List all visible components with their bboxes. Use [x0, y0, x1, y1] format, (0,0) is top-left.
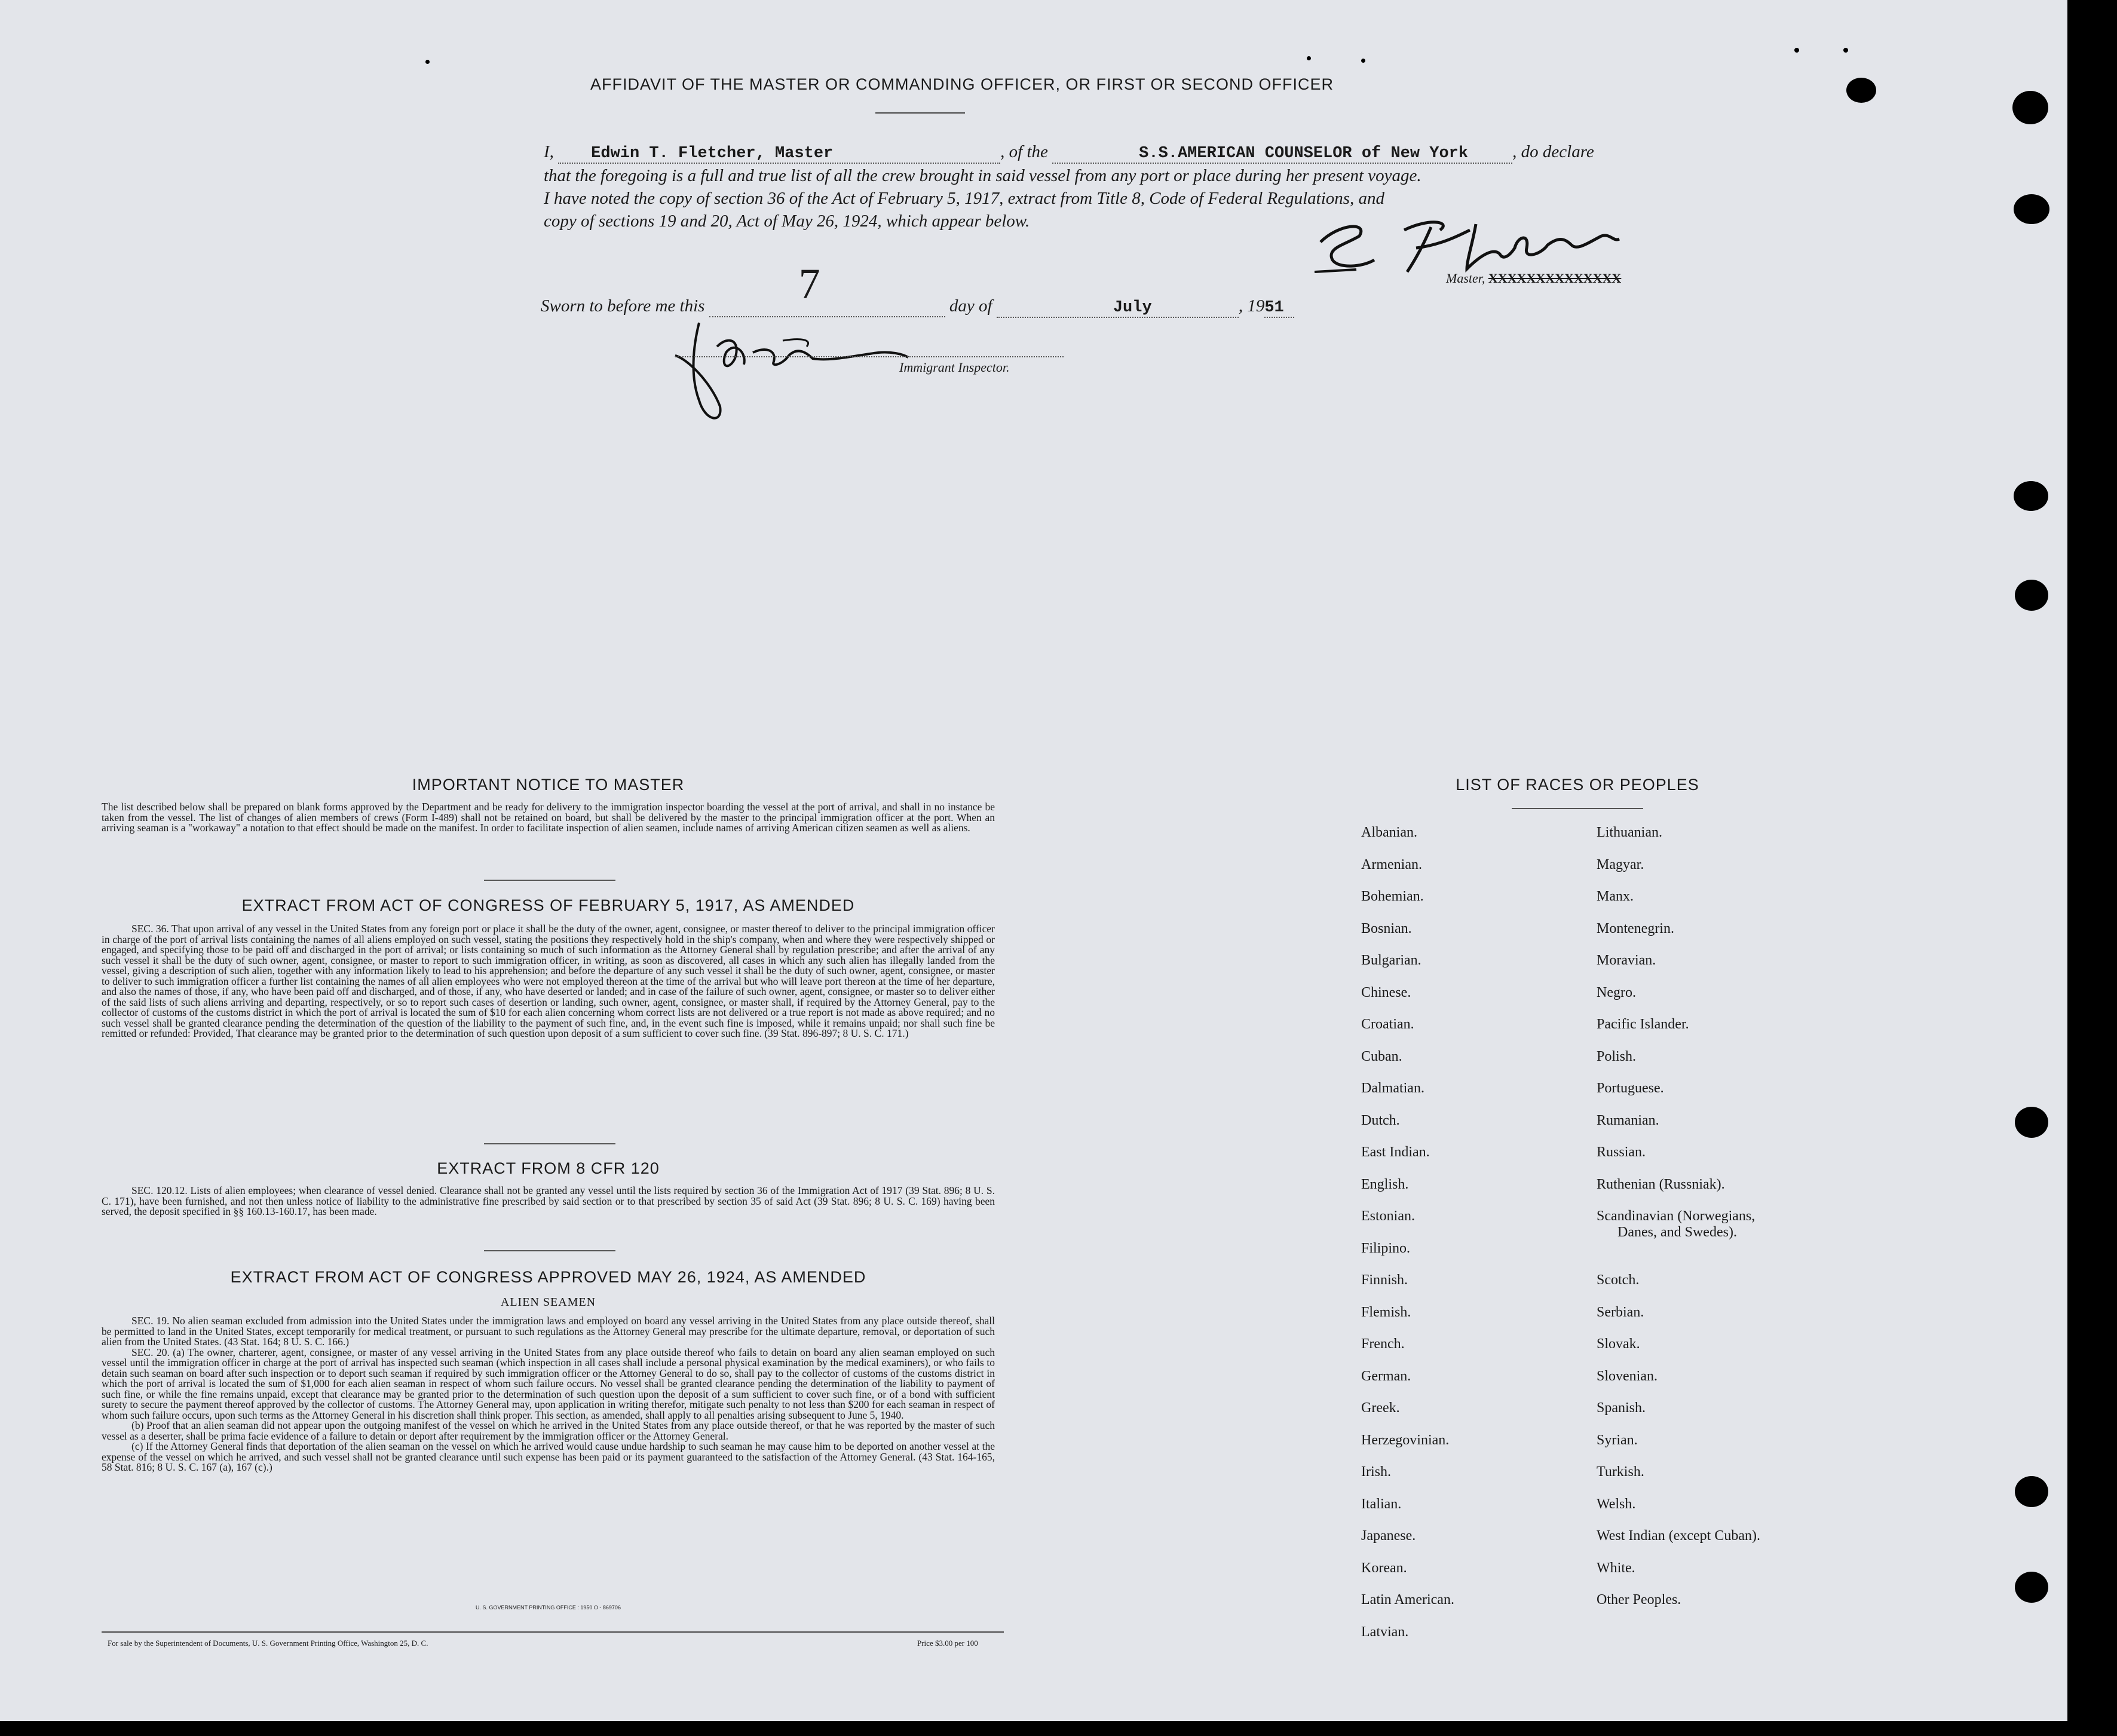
race-item: English. [1361, 1176, 1409, 1192]
races-heading: LIST OF RACES OR PEOPLES [1456, 776, 1699, 794]
race-item: Cuban. [1361, 1048, 1402, 1064]
races-divider [1512, 808, 1643, 809]
notice-divider [484, 880, 615, 881]
race-item: Italian. [1361, 1496, 1402, 1512]
race-item: French. [1361, 1336, 1405, 1352]
race-item: White. [1597, 1560, 1635, 1576]
day-of-text: day of [949, 296, 992, 316]
race-item: Lithuanian. [1597, 825, 1662, 840]
race-item: Other Peoples. [1597, 1592, 1681, 1608]
sec-20c-text: (c) If the Attorney General finds that deportation of the alien seaman on the vessel on which he arrived would cause undue hardship to such seaman he may cause him to be deported on another vessel at the expense of the vessel on which he arrived, and such vessel shall not be granted clearance until such expense has been paid or its payment guaranteed to the satisfaction of the Attorney General. (43 Stat. 164-165, 58 Stat. 816; 8 U. S. C. 167 (a), 167 (c).) [102, 1440, 995, 1473]
scan-speck [1843, 48, 1848, 53]
race-item: Pacific Islander. [1597, 1017, 1689, 1032]
race-item: Korean. [1361, 1560, 1407, 1576]
sec-20b-text: (b) Proof that an alien seaman did not appear upon the outgoing manifest of the vessel on which he arrived in the United States from any place outside thereof, or that he was reported by the master of such vessel as a deserter, shall be prima facie evidence of a failure to detain or deport after requirement by the immigration officer or the Attorney General. [102, 1419, 995, 1442]
race-item: Irish. [1361, 1464, 1391, 1480]
master-name-field [558, 142, 1000, 164]
sec-20a-text: SEC. 20. (a) The owner, charterer, agent, consignee, or master of any vessel arriving in the United States from any place outside thereof who fails to detain on board any alien seaman employed on such vessel until the immigration officer in charge at the port of arrival has inspected such seaman (which inspection in all cases shall include a personal physical examination by the medical examiners), or who fails to detain such seaman on board after such inspection or to deport such seaman if required by such immigration officer or the Attorney General to do so, shall pay to the collector of customs of the customs district in which the port of arrival is located the sum of $1,000 for each alien seaman in respect of whom such failure occurs. No vessel shall be granted clearance pending the determination of the liability to payment of such fine, or while the fine remains unpaid, except that clearance may be granted prior to the determination of such question upon the deposit of a sum sufficient to cover such fine, or of a bond with sufficient surety to secure the payment thereof approved by the collector of customs. The Attorney General may, upon application in writing therefor, mitigate such penalty to not less than $200 for each seaman in respect of whom such failure occurs, upon such terms as the Attorney General in his discretion shall think proper. This section, as amended, shall apply to all penalties arising subsequent to June 5, 1940. [102, 1346, 995, 1421]
footer-price: Price $3.00 per 100 [917, 1639, 978, 1648]
race-item: Estonian. [1361, 1208, 1415, 1224]
race-item: Slovenian. [1597, 1368, 1658, 1384]
scan-speck [1361, 59, 1365, 63]
race-item: Albanian. [1361, 825, 1417, 840]
race-item: Latin American. [1361, 1592, 1454, 1608]
footer-rule [102, 1631, 1004, 1633]
race-item: Greek. [1361, 1400, 1400, 1416]
race-item: Montenegrin. [1597, 920, 1674, 936]
extract-cfr-heading: EXTRACT FROM 8 CFR 120 [437, 1159, 660, 1177]
affidavit-line-4: copy of sections 19 and 20, Act of May 26, 1924, which appear below. [544, 212, 1030, 231]
sworn-month: July [1113, 299, 1152, 317]
race-item: Ruthenian (Russniak). [1597, 1176, 1725, 1192]
race-item: Polish. [1597, 1048, 1637, 1064]
race-item: Scotch. [1597, 1272, 1640, 1288]
alien-seamen-subheading: ALIEN SEAMEN [500, 1296, 596, 1309]
vessel-name: S.S.AMERICAN COUNSELOR of New York [1139, 145, 1469, 163]
race-item: Welsh. [1597, 1496, 1636, 1512]
extract-1924-heading: EXTRACT FROM ACT OF CONGRESS APPROVED MAY 26, 1924, AS AMENDED [230, 1268, 866, 1286]
race-item: Japanese. [1361, 1528, 1416, 1544]
punch-hole [2014, 194, 2049, 224]
race-item: Finnish. [1361, 1272, 1408, 1288]
inspector-caption: Immigrant Inspector. [899, 360, 1010, 375]
extract-cfr-body: SEC. 120.12. Lists of alien employees; when clearance of vessel denied. Clearance shall not be granted any vessel until the lists required by section 36 of the Immigration Act of 1917 (39 Stat. 896; 8 U. S. C. 171), have been furnished, and not then unless notice of liability to the administrative fine prescribed by said section or to that prescribed by section 35 of said Act (39 Stat. 896; 8 U. S. C. 169) having been served, the deposit specified in §§ 160.13-160.17, has been made. [102, 1184, 995, 1217]
race-item: Scandinavian (Norwegians, [1597, 1208, 1756, 1224]
race-item: Russian. [1597, 1144, 1646, 1160]
vessel-field [1052, 142, 1512, 164]
race-item: Armenian. [1361, 856, 1422, 872]
race-item: German. [1361, 1368, 1411, 1384]
punch-hole [2014, 481, 2048, 511]
scan-speck [1794, 48, 1799, 53]
affidavit-line-3: I have noted the copy of section 36 of the Act of February 5, 1917, extract from Title 8, Code of Federal Regulations, and [544, 189, 1385, 208]
master-name: Edwin T. Fletcher, Master [591, 145, 834, 163]
notice-heading: IMPORTANT NOTICE TO MASTER [412, 776, 685, 794]
sworn-year: 51 [1264, 299, 1294, 318]
extract-1924-body [102, 1316, 995, 1473]
of-the-text: , of the [1000, 142, 1048, 161]
race-item: Croatian. [1361, 1017, 1414, 1032]
race-item: Moravian. [1597, 953, 1656, 968]
ink-blot [1846, 78, 1876, 103]
affidavit-title: AFFIDAVIT OF THE MASTER OR COMMANDING OFFICER, OR FIRST OR SECOND OFFICER [590, 75, 1334, 93]
notice-body: The list described below shall be prepared on blank forms approved by the Department and be ready for delivery to the immigration inspector boarding the vessel at the port of arrival, and shall in no instance be taken from the vessel. The list of changes of alien members of crews (Form I-489) shall not be retained on board, but shall be delivered by the master to the principal immigration officer at the port. When an arriving seaman is a "workaway" a notation to that effect should be made on the manifest. In order to facilitate inspection of alien seamen, include names of arriving American citizen seamen as well as aliens. [102, 801, 995, 834]
printing-office-line: U. S. GOVERNMENT PRINTING OFFICE : 1950 O - 869706 [476, 1605, 621, 1611]
sworn-prefix: Sworn to before me this [541, 296, 705, 316]
scan-border [2067, 0, 2117, 1736]
race-item: Turkish. [1597, 1464, 1644, 1480]
scan-speck [425, 60, 430, 64]
punch-hole [2015, 1107, 2048, 1138]
race-item: Manx. [1597, 889, 1634, 904]
extract-1917-heading: EXTRACT FROM ACT OF CONGRESS OF FEBRUARY 5, 1917, AS AMENDED [241, 896, 855, 914]
sec-19-text: SEC. 19. No alien seaman excluded from admission into the United States under the immigration laws and employed on board any vessel arriving in the United States from any place outside thereof, shall be permitted to land in the United States, except temporarily for medical treatment, or pursuant to such regulations as the Attorney General may prescribe for the ultimate departure, removal, or deportation of such alien from the United States. (43 Stat. 164; 8 U. S. C. 166.) [102, 1315, 995, 1348]
race-item: Dutch. [1361, 1112, 1400, 1128]
master-caption [1446, 271, 1621, 286]
title-divider [875, 112, 965, 114]
race-item: Portuguese. [1597, 1080, 1664, 1096]
month-field [997, 296, 1239, 318]
race-item: Bosnian. [1361, 920, 1412, 936]
extract-1917-divider [484, 1143, 615, 1144]
extract-1917-body: SEC. 36. That upon arrival of any vessel in the United States from any foreign port or place it shall be the duty of the owner, agent, consignee, or master thereof to deliver to the principal immigration officer in charge of the port of arrival lists containing the names of all aliens employed on such vessel, stating the positions they respectively hold in the ship's company, when and where they were respectively shipped or engaged, and specifying those to be paid off and discharged in the port of arrival; or lists containing so much of such information as the Attorney General shall by regulation prescribe; and after the arrival of any such vessel it shall be the duty of such owner, agent, consignee, or master to report to such immigration officer, in writing, as soon as discovered, all cases in which any such alien has illegally landed from the vessel, giving a description of such alien, together with any information likely to lead to his apprehension; and before the departure of any such vessel it shall be the duty of such owner, agent, consignee, or master to deliver to such immigration officer a further list containing the names of all alien employees who were not employed thereon at the time of the arrival but who will leave port thereon at the time of her departure, and also the names of those, if any, who have been paid off and discharged, and of those, if any, who have deserted or landed; and in case of the failure of such owner, agent, consignee, or master so to deliver either of the said lists of such aliens arriving and departing, respectively, or so to report such cases of desertion or landing, such owner, agent, consignee, or master shall, if required by the Attorney General, pay to the collector of customs of the customs district in which the port of arrival is located the sum of $10 for each alien concerning whom correct lists are not delivered or a true report is not made as above required; and no such vessel shall be granted clearance pending the determination of the question of the liability to the payment of such fine, and, in the event such fine is imposed, while it remains unpaid; nor shall such fine be remitted or refunded: Provided, That clearance may be granted prior to the determination of such question upon deposit of a sum sufficient to cover such fine. (39 Stat. 896-897; 8 U. S. C. 171.) [102, 923, 995, 1039]
race-item: Filipino. [1361, 1240, 1411, 1256]
race-item: Spanish. [1597, 1400, 1646, 1416]
race-item: Magyar. [1597, 856, 1644, 872]
race-item: Slovak. [1597, 1336, 1640, 1352]
year-prefix: , 19 [1238, 296, 1265, 316]
affidavit-prefix: I, [544, 142, 554, 161]
race-item: Herzegovinian. [1361, 1432, 1450, 1448]
inspector-signature-line [675, 356, 1064, 357]
footer-sale-note: For sale by the Superintendent of Documents, U. S. Government Printing Office, Washington 25, D. C. [108, 1639, 428, 1648]
race-item: Serbian. [1597, 1304, 1644, 1320]
sworn-day: 7 [798, 260, 820, 308]
struck-officer-titles: XXXXXXXXXXXXXX [1488, 271, 1622, 286]
races-column-2 [1597, 825, 1760, 1624]
punch-hole [2012, 91, 2048, 124]
punch-hole [2015, 1476, 2048, 1507]
punch-hole [2015, 1572, 2048, 1603]
race-item-continuation: Danes, and Swedes). [1617, 1224, 1737, 1240]
punch-hole [2015, 580, 2048, 611]
race-item: Latvian. [1361, 1624, 1409, 1640]
inspector-signature [663, 311, 938, 430]
declare-text: , do declare [1512, 142, 1594, 161]
race-item: Chinese. [1361, 984, 1411, 1000]
master-signature [1303, 212, 1625, 278]
scan-speck [1307, 56, 1311, 60]
affidavit-line-2: that the foregoing is a full and true list of all the crew brought in said vessel from any port or place during her present voyage. [544, 166, 1421, 185]
races-column-1 [1361, 825, 1454, 1656]
race-item: Dalmatian. [1361, 1080, 1424, 1096]
race-item: Negro. [1597, 984, 1636, 1000]
race-item: Syrian. [1597, 1432, 1638, 1448]
race-item: West Indian (except Cuban). [1597, 1528, 1760, 1544]
race-item: Rumanian. [1597, 1112, 1659, 1128]
master-caption-label: Master, [1446, 271, 1488, 286]
extract-cfr-divider [484, 1250, 615, 1251]
affidavit-line-1 [544, 142, 1594, 164]
race-item-scandinavian [1597, 1208, 1760, 1272]
race-item: Flemish. [1361, 1304, 1411, 1320]
race-item: Bohemian. [1361, 889, 1424, 904]
race-item: East Indian. [1361, 1144, 1430, 1160]
race-item: Bulgarian. [1361, 953, 1421, 968]
